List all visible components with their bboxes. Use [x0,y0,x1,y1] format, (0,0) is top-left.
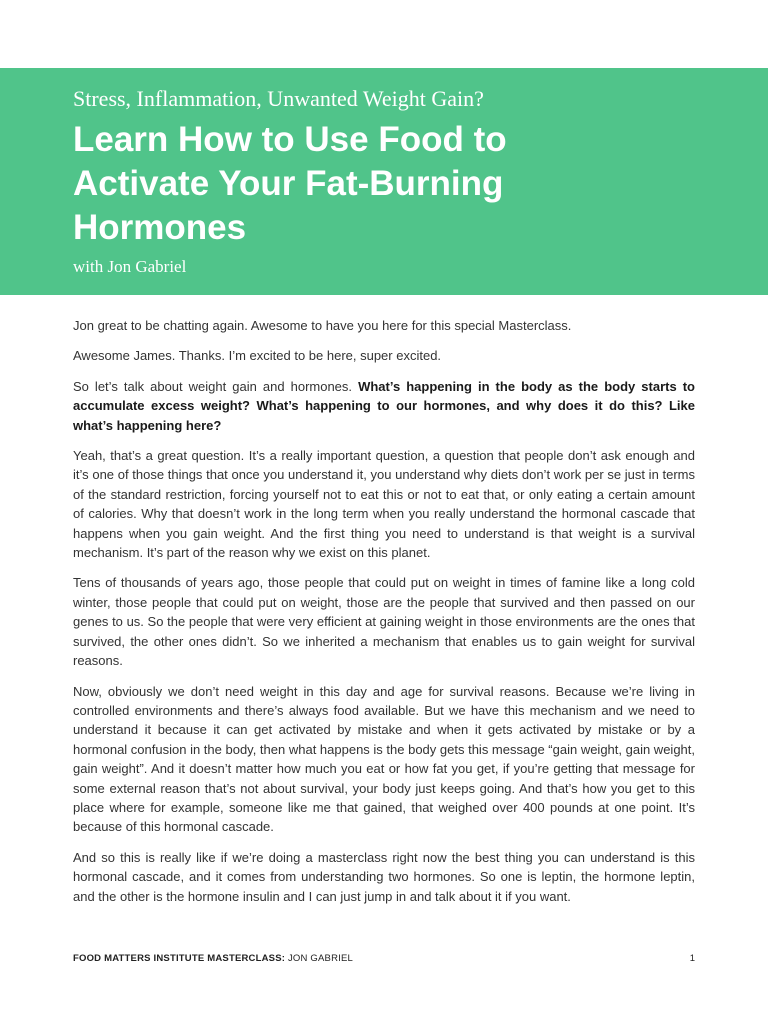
byline: with Jon Gabriel [73,257,187,276]
page-title: Learn How to Use Food to Activate Your Fat-Burning Hormones [73,120,507,247]
paragraph-5: Tens of thousands of years ago, those people that could put on weight in times of famine like a long cold winter, those people that could put on weight, those are the people that survived and then passed on our genes to us. So the people that were very efficient at gaining weight in those environments are the ones that survived, the other ones didn’t. So we inherited a mechanism that enables us to gain weight for survival reasons. [73,575,695,669]
paragraph-7: And so this is really like if we’re doing a masterclass right now the best thing you can understand is this hormonal cascade, and it comes from understanding two hormones. So one is leptin, the hormone leptin, and the other is the hormone insulin and I can just jump in and talk about it if you want. [73,849,695,904]
paragraph-3 [73,377,695,435]
paragraph-3-plain: So let’s talk about weight gain and hormones. [73,378,359,394]
kicker-text: Stress, Inflammation, Unwanted Weight Gain? [73,86,484,111]
paragraph-2: Awesome James. Thanks. I’m excited to be here, super excited. [73,348,442,364]
page-footer [73,952,695,966]
transcript-body [73,316,695,917]
footer-author: JON GABRIEL [285,953,353,964]
header-banner [0,68,768,295]
paragraph-4: Yeah, that’s a great question. It’s a really important question, a question that people don’t ask enough and it’s one of those things that once you understand it, you understand why diets don’t work per se just in terms of the standard restriction, forcing yourself not to eat this or not to eat that, or only eating a certain amount of calories. Why that doesn’t work in the long term when you really understand the hormonal cascade that happens when you gain weight. And the first thing you need to understand is that weight is a survival mechanism. It’s part of the reason why we exist on this planet. [73,448,695,561]
page-number: 1 [689,953,695,964]
paragraph-6: Now, obviously we don’t need weight in this day and age for survival reasons. Because we’re living in controlled environments and there’s always food available. But we have this mechanism and we need to understand it because it can get activated by mistake and when it gets activated by mistake or by a hormonal confusion in the body, then what happens is the body gets this message “gain weight, gain weight, gain weight”. And it doesn’t matter how much you eat or how fat you get, if you’re getting that message for some external reason that’s not about survival, your body just keeps going. And that’s how you get to this place where for example, someone like me that gained, that weighed over 400 pounds at one point. It’s because of this hormonal cascade. [73,683,695,835]
footer-label: FOOD MATTERS INSTITUTE MASTERCLASS: [73,953,286,964]
paragraph-1: Jon great to be chatting again. Awesome to have you here for this special Masterclass. [73,318,572,333]
paragraph-3-question: What’s happening in the body as the body starts to accumulate excess weight? What’s happening to our hormones, and why does it do this? Like what’s happening here? [73,378,695,433]
